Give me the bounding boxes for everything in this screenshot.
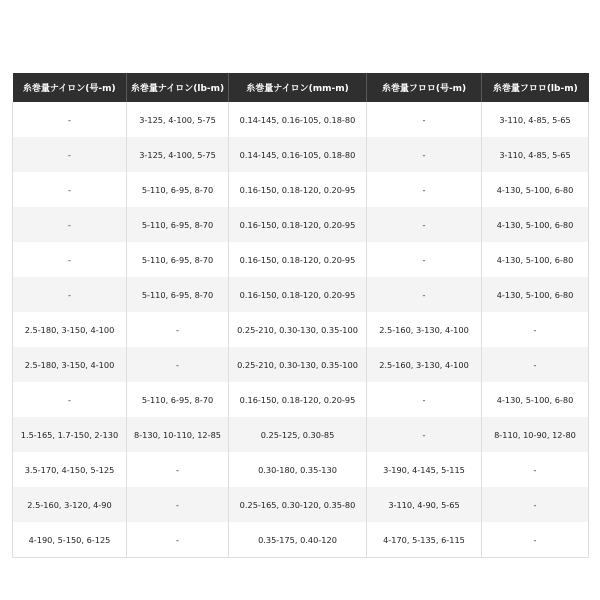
cell-nylon-go-m: - bbox=[13, 277, 127, 312]
cell-nylon-go-m: 1.5-165, 1.7-150, 2-130 bbox=[13, 417, 127, 452]
cell-nylon-lb-m: 5-110, 6-95, 8-70 bbox=[127, 382, 229, 417]
cell-fluoro-lb-m: - bbox=[482, 487, 589, 522]
cell-nylon-lb-m: 5-110, 6-95, 8-70 bbox=[127, 277, 229, 312]
cell-nylon-mm-m: 0.16-150, 0.18-120, 0.20-95 bbox=[229, 242, 367, 277]
table-row bbox=[13, 137, 589, 172]
cell-nylon-go-m: 2.5-180, 3-150, 4-100 bbox=[13, 347, 127, 382]
table-row bbox=[13, 312, 589, 347]
cell-nylon-mm-m: 0.35-175, 0.40-120 bbox=[229, 522, 367, 558]
cell-nylon-mm-m: 0.25-210, 0.30-130, 0.35-100 bbox=[229, 312, 367, 347]
header-nylon-go-m: 糸巻量ナイロン(号-m) bbox=[13, 73, 127, 102]
cell-fluoro-go-m: - bbox=[367, 172, 482, 207]
cell-fluoro-lb-m: 3-110, 4-85, 5-65 bbox=[482, 102, 589, 137]
table-row bbox=[13, 207, 589, 242]
cell-fluoro-go-m: 2.5-160, 3-130, 4-100 bbox=[367, 312, 482, 347]
cell-nylon-mm-m: 0.25-125, 0.30-85 bbox=[229, 417, 367, 452]
cell-nylon-lb-m: 3-125, 4-100, 5-75 bbox=[127, 137, 229, 172]
cell-nylon-go-m: - bbox=[13, 102, 127, 137]
cell-fluoro-lb-m: 8-110, 10-90, 12-80 bbox=[482, 417, 589, 452]
cell-fluoro-lb-m: 4-130, 5-100, 6-80 bbox=[482, 242, 589, 277]
cell-fluoro-lb-m: 4-130, 5-100, 6-80 bbox=[482, 277, 589, 312]
header-row bbox=[13, 73, 589, 102]
cell-nylon-lb-m: - bbox=[127, 487, 229, 522]
cell-nylon-lb-m: - bbox=[127, 347, 229, 382]
cell-nylon-mm-m: 0.25-210, 0.30-130, 0.35-100 bbox=[229, 347, 367, 382]
cell-fluoro-lb-m: 4-130, 5-100, 6-80 bbox=[482, 172, 589, 207]
cell-fluoro-go-m: 4-170, 5-135, 6-115 bbox=[367, 522, 482, 558]
cell-fluoro-go-m: - bbox=[367, 207, 482, 242]
cell-nylon-mm-m: 0.16-150, 0.18-120, 0.20-95 bbox=[229, 172, 367, 207]
cell-nylon-go-m: - bbox=[13, 207, 127, 242]
cell-fluoro-go-m: 3-190, 4-145, 5-115 bbox=[367, 452, 482, 487]
cell-nylon-go-m: 3.5-170, 4-150, 5-125 bbox=[13, 452, 127, 487]
cell-nylon-lb-m: - bbox=[127, 452, 229, 487]
cell-nylon-lb-m: 5-110, 6-95, 8-70 bbox=[127, 172, 229, 207]
cell-fluoro-go-m: - bbox=[367, 137, 482, 172]
cell-fluoro-go-m: - bbox=[367, 242, 482, 277]
cell-fluoro-lb-m: - bbox=[482, 312, 589, 347]
cell-nylon-go-m: - bbox=[13, 172, 127, 207]
cell-nylon-go-m: 4-190, 5-150, 6-125 bbox=[13, 522, 127, 558]
table-row bbox=[13, 102, 589, 137]
table-row bbox=[13, 452, 589, 487]
cell-nylon-go-m: - bbox=[13, 382, 127, 417]
cell-nylon-go-m: 2.5-160, 3-120, 4-90 bbox=[13, 487, 127, 522]
table-row bbox=[13, 242, 589, 277]
table-row bbox=[13, 487, 589, 522]
cell-fluoro-go-m: 2.5-160, 3-130, 4-100 bbox=[367, 347, 482, 382]
cell-nylon-mm-m: 0.14-145, 0.16-105, 0.18-80 bbox=[229, 137, 367, 172]
cell-nylon-go-m: - bbox=[13, 242, 127, 277]
cell-nylon-mm-m: 0.16-150, 0.18-120, 0.20-95 bbox=[229, 207, 367, 242]
header-fluoro-go-m: 糸巻量フロロ(号-m) bbox=[367, 73, 482, 102]
cell-nylon-lb-m: 3-125, 4-100, 5-75 bbox=[127, 102, 229, 137]
cell-fluoro-go-m: - bbox=[367, 277, 482, 312]
header-fluoro-lb-m: 糸巻量フロロ(lb-m) bbox=[482, 73, 589, 102]
header-nylon-lb-m: 糸巻量ナイロン(lb-m) bbox=[127, 73, 229, 102]
cell-nylon-go-m: 2.5-180, 3-150, 4-100 bbox=[13, 312, 127, 347]
table-body bbox=[13, 102, 589, 558]
cell-nylon-lb-m: 5-110, 6-95, 8-70 bbox=[127, 242, 229, 277]
cell-fluoro-lb-m: - bbox=[482, 347, 589, 382]
line-capacity-table bbox=[12, 73, 589, 558]
table-row bbox=[13, 382, 589, 417]
cell-fluoro-go-m: - bbox=[367, 417, 482, 452]
cell-nylon-mm-m: 0.25-165, 0.30-120, 0.35-80 bbox=[229, 487, 367, 522]
table-row bbox=[13, 172, 589, 207]
cell-nylon-go-m: - bbox=[13, 137, 127, 172]
cell-nylon-lb-m: - bbox=[127, 312, 229, 347]
table-header bbox=[13, 73, 589, 102]
cell-nylon-lb-m: 5-110, 6-95, 8-70 bbox=[127, 207, 229, 242]
cell-nylon-mm-m: 0.16-150, 0.18-120, 0.20-95 bbox=[229, 382, 367, 417]
cell-fluoro-go-m: - bbox=[367, 102, 482, 137]
header-nylon-mm-m: 糸巻量ナイロン(mm-m) bbox=[229, 73, 367, 102]
cell-nylon-mm-m: 0.30-180, 0.35-130 bbox=[229, 452, 367, 487]
table-row bbox=[13, 347, 589, 382]
cell-nylon-lb-m: 8-130, 10-110, 12-85 bbox=[127, 417, 229, 452]
cell-fluoro-lb-m: - bbox=[482, 522, 589, 558]
cell-nylon-mm-m: 0.14-145, 0.16-105, 0.18-80 bbox=[229, 102, 367, 137]
cell-fluoro-lb-m: - bbox=[482, 452, 589, 487]
table-row bbox=[13, 417, 589, 452]
cell-nylon-lb-m: - bbox=[127, 522, 229, 558]
table-row bbox=[13, 277, 589, 312]
cell-fluoro-lb-m: 4-130, 5-100, 6-80 bbox=[482, 207, 589, 242]
cell-fluoro-go-m: - bbox=[367, 382, 482, 417]
cell-fluoro-lb-m: 3-110, 4-85, 5-65 bbox=[482, 137, 589, 172]
table-row bbox=[13, 522, 589, 558]
cell-fluoro-go-m: 3-110, 4-90, 5-65 bbox=[367, 487, 482, 522]
cell-fluoro-lb-m: 4-130, 5-100, 6-80 bbox=[482, 382, 589, 417]
cell-nylon-mm-m: 0.16-150, 0.18-120, 0.20-95 bbox=[229, 277, 367, 312]
